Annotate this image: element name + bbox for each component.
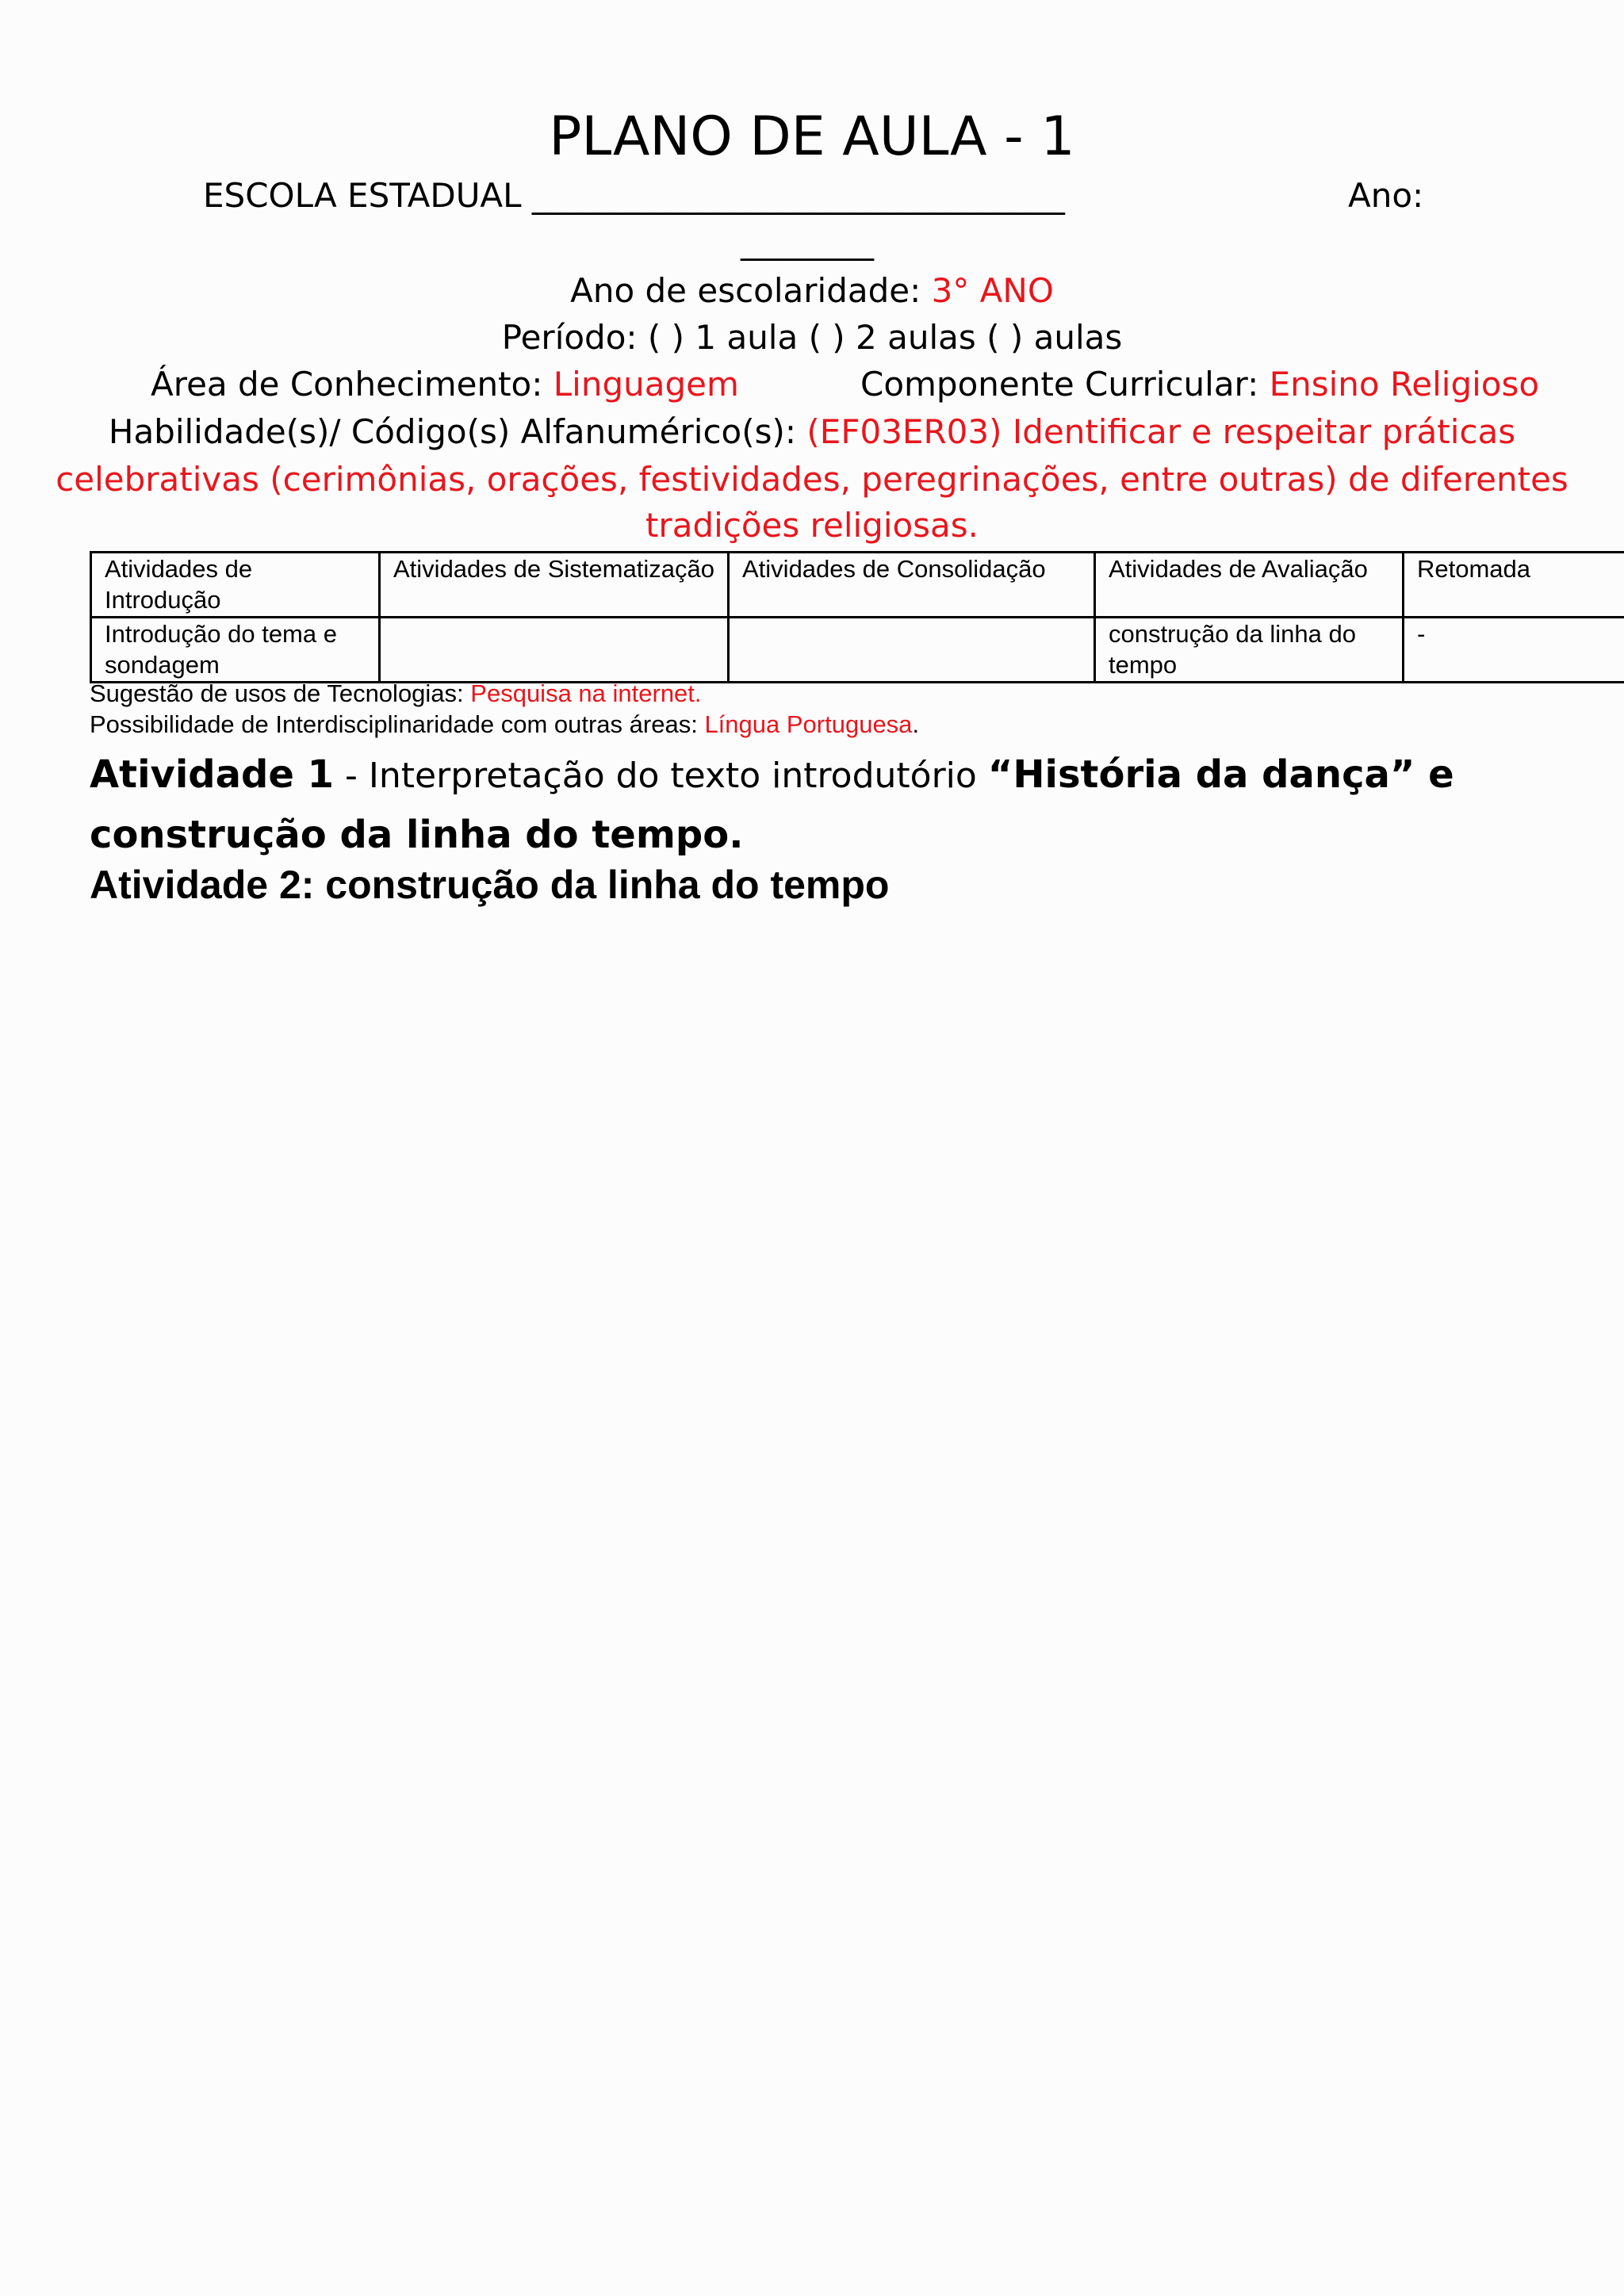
- header-avaliacao: Atividades de Avaliação: [1095, 553, 1404, 618]
- escolaridade-label: Ano de escolaridade:: [570, 271, 932, 310]
- componente-label: Componente Curricular:: [860, 365, 1270, 404]
- activities-table: [90, 551, 1624, 683]
- habilidade-value-3: tradições religiosas.: [645, 506, 979, 545]
- ano-blank: ________: [741, 222, 874, 261]
- header-introducao: Atividades de Introdução: [91, 553, 380, 618]
- tecnologias-label: Sugestão de usos de Tecnologias:: [90, 679, 471, 707]
- atividade-1-line-1: [90, 747, 1454, 812]
- interdisciplinaridade-label: Possibilidade de Interdisciplinaridade com outras áreas:: [90, 710, 705, 738]
- habilidade-label: Habilidade(s)/ Código(s) Alfanumérico(s):: [108, 412, 807, 451]
- header-retomada: Retomada: [1404, 553, 1624, 618]
- tecnologias-value: Pesquisa na internet.: [470, 679, 702, 707]
- escolaridade-value: 3° ANO: [931, 271, 1054, 310]
- interdisciplinaridade-value: Língua Portuguesa: [704, 710, 913, 738]
- habilidade-value-1: (EF03ER03) Identificar e respeitar práticas: [806, 412, 1516, 451]
- area-label: Área de Conhecimento:: [151, 365, 553, 404]
- table-header-row: [91, 553, 1624, 618]
- header-sistematizacao: Atividades de Sistematização: [380, 553, 729, 618]
- periodo-line: Período: ( ) 1 aula ( ) 2 aulas ( ) aulas: [501, 318, 1123, 357]
- escolaridade-line: [0, 268, 1624, 314]
- componente-line: [860, 362, 1539, 408]
- table-row: [91, 618, 1624, 683]
- atividade-2: Atividade 2: construção da linha do tempo: [90, 863, 890, 907]
- tecnologias-line: [90, 678, 702, 710]
- escola-label: ESCOLA ESTADUAL ________________________________: [203, 176, 1065, 215]
- page-title: PLANO DE AULA - 1: [549, 105, 1075, 168]
- habilidade-value-2: celebrativas (cerimônias, orações, festividades, peregrinações, entre outras) de diferentes: [56, 460, 1568, 499]
- cell-retomada: -: [1404, 618, 1624, 683]
- area-line: [151, 362, 739, 408]
- cell-avaliacao: construção da linha do tempo: [1095, 618, 1404, 683]
- componente-value: Ensino Religioso: [1269, 365, 1540, 404]
- atividade-1-line-2: construção da linha do tempo.: [90, 813, 744, 857]
- interdisciplinaridade-end: .: [912, 710, 920, 738]
- cell-consolidacao: [729, 618, 1095, 683]
- habilidade-line: [0, 409, 1624, 455]
- interdisciplinaridade-line: [90, 709, 919, 740]
- header-consolidacao: Atividades de Consolidação: [729, 553, 1095, 618]
- atividade-1-text: Interpretação do texto introdutório: [368, 756, 988, 796]
- area-value: Linguagem: [553, 365, 739, 404]
- ano-label: Ano:: [1348, 176, 1424, 215]
- atividade-1-title: “História da dança” e: [987, 752, 1454, 797]
- cell-introducao: Introdução do tema e sondagem: [91, 618, 380, 683]
- atividade-1-sep: -: [334, 756, 369, 796]
- escola-line: [203, 173, 1065, 219]
- atividade-1-label: Atividade 1: [90, 752, 335, 797]
- cell-sistematizacao: [380, 618, 729, 683]
